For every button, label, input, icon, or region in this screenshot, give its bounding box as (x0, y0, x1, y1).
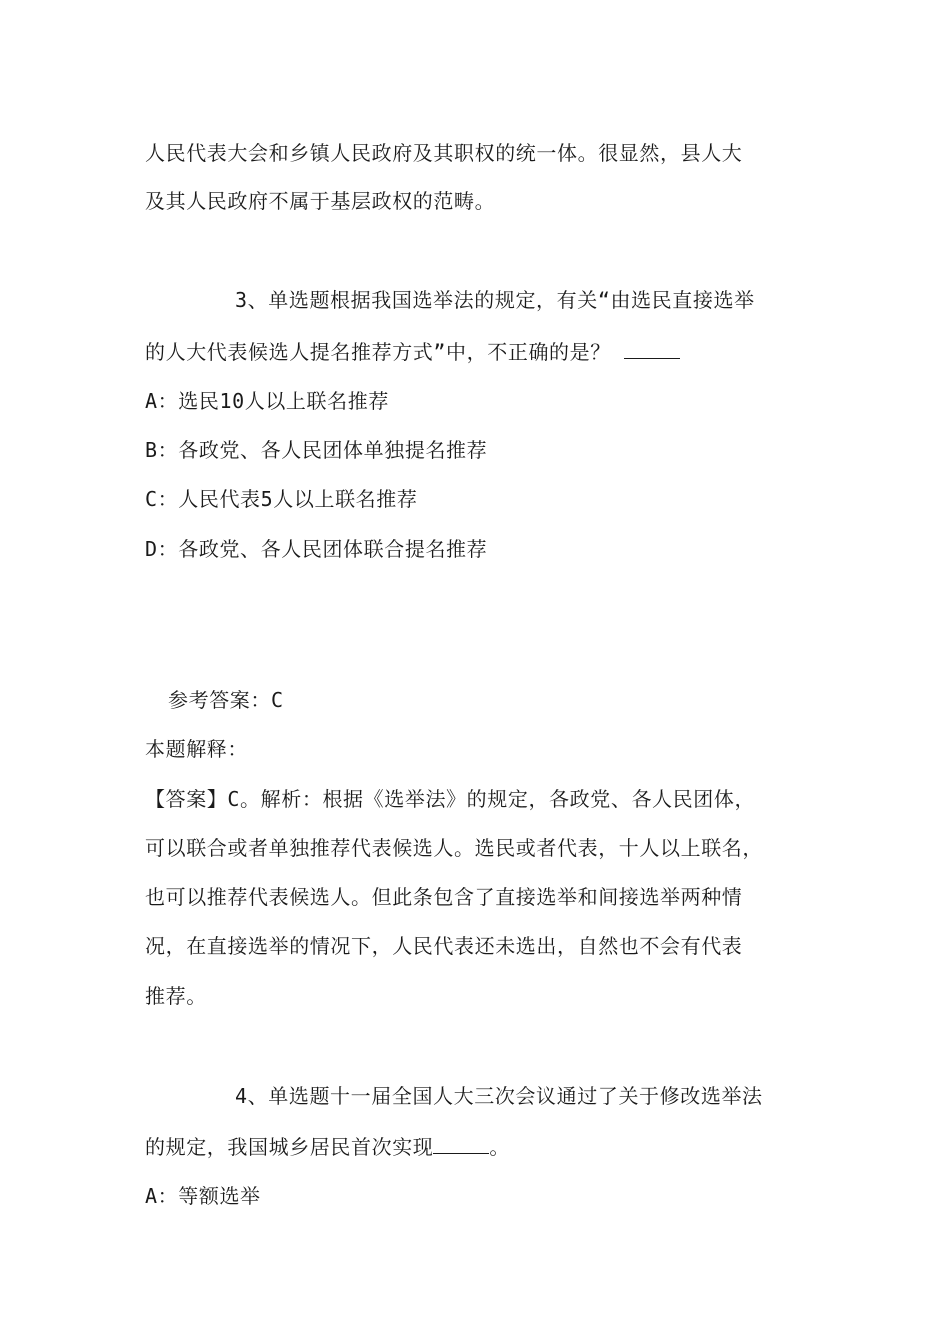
explanation-line-1: 【答案】C。解析：根据《选举法》的规定，各政党、各人民团体， (145, 787, 756, 811)
question-3-stem-line-2 (145, 340, 680, 364)
option-a: A：选民10人以上联名推荐 (145, 389, 389, 413)
option-d: D：各政党、各人民团体联合提名推荐 (145, 537, 488, 561)
answer-blank (624, 342, 680, 359)
question-4-stem-text: 的规定，我国城乡居民首次实现 (145, 1135, 434, 1159)
option-b: B：各政党、各人民团体单独提名推荐 (145, 438, 488, 462)
explanation-line-2: 可以联合或者单独推荐代表候选人。选民或者代表，十人以上联名， (145, 836, 763, 860)
answer-blank (433, 1137, 489, 1154)
question-4-stem-line-2 (145, 1135, 510, 1159)
explanation-label: 本题解释： (145, 737, 248, 761)
question-4-stem-end: 。 (489, 1135, 511, 1159)
intro-line-2: 及其人民政府不属于基层政权的范畴。 (145, 189, 496, 213)
explanation-line-5: 推荐。 (145, 984, 207, 1008)
option-c: C：人民代表5人以上联名推荐 (145, 487, 418, 511)
explanation-line-4: 况，在直接选举的情况下，人民代表还未选出，自然也不会有代表 (145, 934, 743, 958)
explanation-line-3: 也可以推荐代表候选人。但此条包含了直接选举和间接选举两种情 (145, 885, 743, 909)
question-3-stem-text: 的人大代表候选人提名推荐方式”中，不正确的是？ (145, 340, 611, 364)
question-3-stem-line-1: 3、单选题根据我国选举法的规定，有关“由选民直接选举 (235, 288, 755, 312)
reference-answer: 参考答案：C (168, 688, 284, 712)
question-4-stem-line-1: 4、单选题十一届全国人大三次会议通过了关于修改选举法 (235, 1084, 763, 1108)
intro-line-1: 人民代表大会和乡镇人民政府及其职权的统一体。很显然，县人大 (145, 141, 743, 165)
option-a: A：等额选举 (145, 1184, 261, 1208)
